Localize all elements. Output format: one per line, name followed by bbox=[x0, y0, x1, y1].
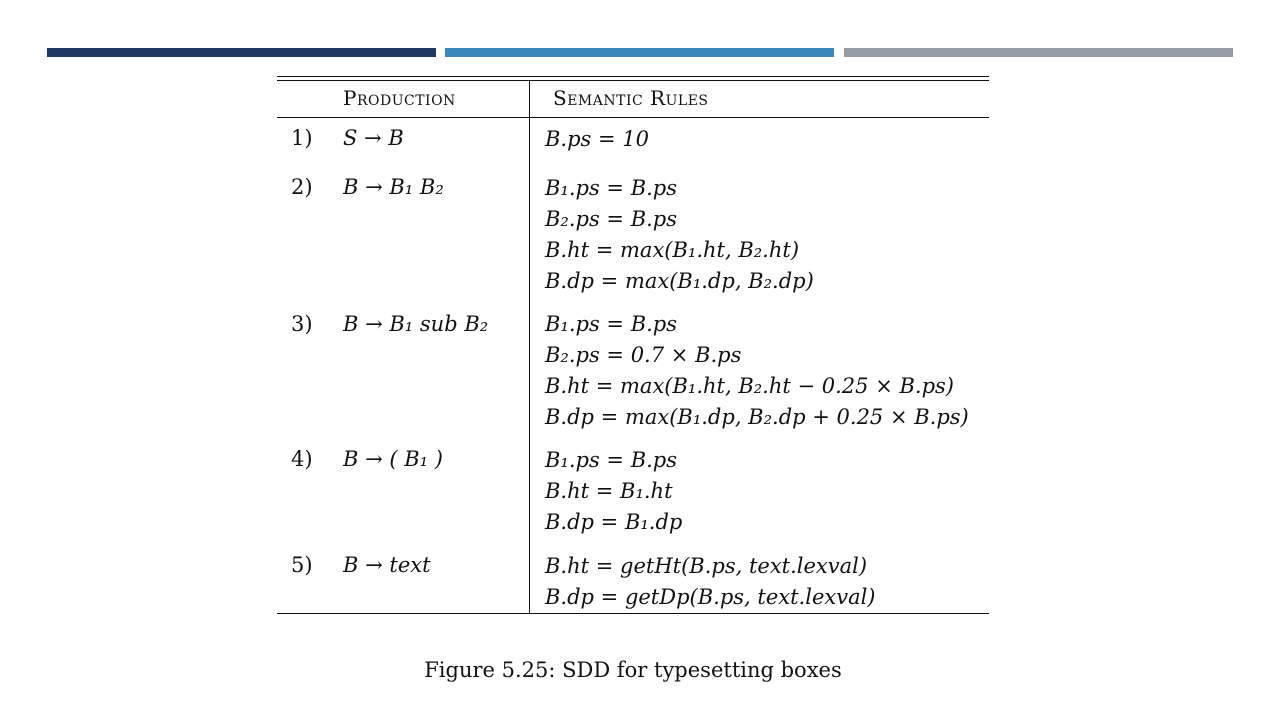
column-header-semantic-rules: Semantic Rules bbox=[553, 86, 709, 110]
production: B → ( B₁ ) bbox=[343, 447, 443, 471]
semantic-rule: B₂.ps = B.ps bbox=[545, 207, 678, 231]
header-accent-bar-blue bbox=[445, 48, 834, 57]
semantic-rule: B₁.ps = B.ps bbox=[545, 312, 678, 336]
header-accent-bar-dark bbox=[47, 48, 436, 57]
production: B → B₁ B₂ bbox=[343, 175, 444, 199]
semantic-rules bbox=[545, 551, 876, 613]
semantic-rule: B₁.ps = B.ps bbox=[545, 176, 678, 200]
row-number: 3) bbox=[291, 312, 313, 336]
row-number: 1) bbox=[291, 126, 313, 150]
sdd-table bbox=[277, 76, 989, 614]
semantic-rule: B.dp = B₁.dp bbox=[545, 510, 683, 534]
semantic-rule: B.dp = max(B₁.dp, B₂.dp + 0.25 × B.ps) bbox=[545, 405, 969, 429]
table-top-rule-inner bbox=[277, 80, 989, 81]
semantic-rule: B.ht = max(B₁.ht, B₂.ht − 0.25 × B.ps) bbox=[545, 374, 954, 398]
semantic-rules bbox=[545, 173, 814, 297]
semantic-rule: B.ht = max(B₁.ht, B₂.ht) bbox=[545, 238, 800, 262]
production: B → text bbox=[343, 553, 431, 577]
header-accent-bar-gray bbox=[844, 48, 1233, 57]
production: B → B₁ sub B₂ bbox=[343, 312, 489, 336]
row-number: 4) bbox=[291, 447, 313, 471]
semantic-rule: B.ht = getHt(B.ps, text.lexval) bbox=[545, 554, 868, 578]
semantic-rule: B.dp = getDp(B.ps, text.lexval) bbox=[545, 585, 876, 609]
semantic-rules bbox=[545, 445, 682, 538]
semantic-rule: B.dp = max(B₁.dp, B₂.dp) bbox=[545, 269, 814, 293]
table-top-rule bbox=[277, 76, 989, 77]
semantic-rules bbox=[545, 124, 649, 155]
row-number: 2) bbox=[291, 175, 313, 199]
semantic-rule: B₂.ps = 0.7 × B.ps bbox=[545, 343, 742, 367]
semantic-rule: B₁.ps = B.ps bbox=[545, 448, 678, 472]
row-number: 5) bbox=[291, 553, 313, 577]
table-bottom-rule bbox=[277, 613, 989, 614]
column-divider bbox=[529, 80, 530, 614]
figure-caption: Figure 5.25: SDD for typesetting boxes bbox=[424, 658, 842, 682]
semantic-rules bbox=[545, 309, 969, 433]
semantic-rule: B.ht = B₁.ht bbox=[545, 479, 673, 503]
semantic-rule: B.ps = 10 bbox=[545, 127, 649, 151]
production: S → B bbox=[343, 126, 404, 150]
table-header-rule bbox=[277, 117, 989, 118]
column-header-production: Production bbox=[343, 86, 456, 110]
